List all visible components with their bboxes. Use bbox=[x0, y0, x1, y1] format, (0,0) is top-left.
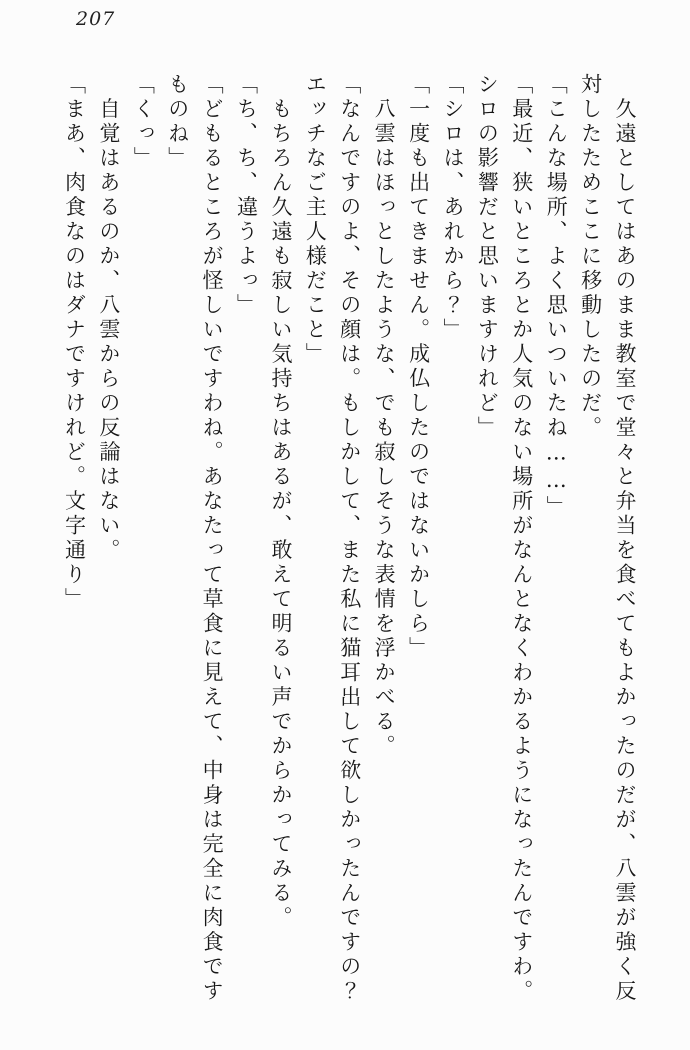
paragraph: 「どもるところが怪しいですわね。あなたって草食に見えて、中身は完全に肉食ですものね」 bbox=[165, 73, 225, 1004]
page-number: 207 bbox=[76, 8, 116, 30]
paragraph: 「くっ」 bbox=[131, 73, 156, 171]
text-block bbox=[56, 73, 642, 1013]
paragraph: 久遠としてはあのまま教室で堂々と弁当を食べてもよかったのだが、八雲が強く反対したためここに移動したのだ。 bbox=[578, 73, 637, 1004]
paragraph: 「最近、狭いところとか人気のない場所がなんとなくわかるようになったんですわ。シロの影響だと思いますけれど」 bbox=[475, 73, 534, 1004]
paragraph: 「一度も出てきません。成仏したのではないかしら」 bbox=[406, 73, 431, 661]
paragraph: 「こんな場所、よく思いついたね……」 bbox=[544, 73, 569, 520]
paragraph: 「まあ、肉食なのはダナですけれど。文字通り」 bbox=[62, 73, 87, 612]
paragraph: 「ち、ち、違うよっ」 bbox=[234, 73, 259, 318]
paragraph: 自覚はあるのか、八雲からの反論はない。 bbox=[96, 73, 121, 563]
paragraph: 八雲はほっとしたような、でも寂しそうな表情を浮かべる。 bbox=[372, 73, 397, 759]
paragraph: もちろん久遠も寂しい気持ちはあるが、敢えて明るい声でからかってみる。 bbox=[268, 73, 293, 931]
paragraph: 「なんですのよ、その顔は。もしかして、また私に猫耳出して欲しかったんですの？エッチなご主人様だこと」 bbox=[303, 73, 362, 1004]
paragraph: 「シロは、あれから？」 bbox=[440, 73, 465, 343]
